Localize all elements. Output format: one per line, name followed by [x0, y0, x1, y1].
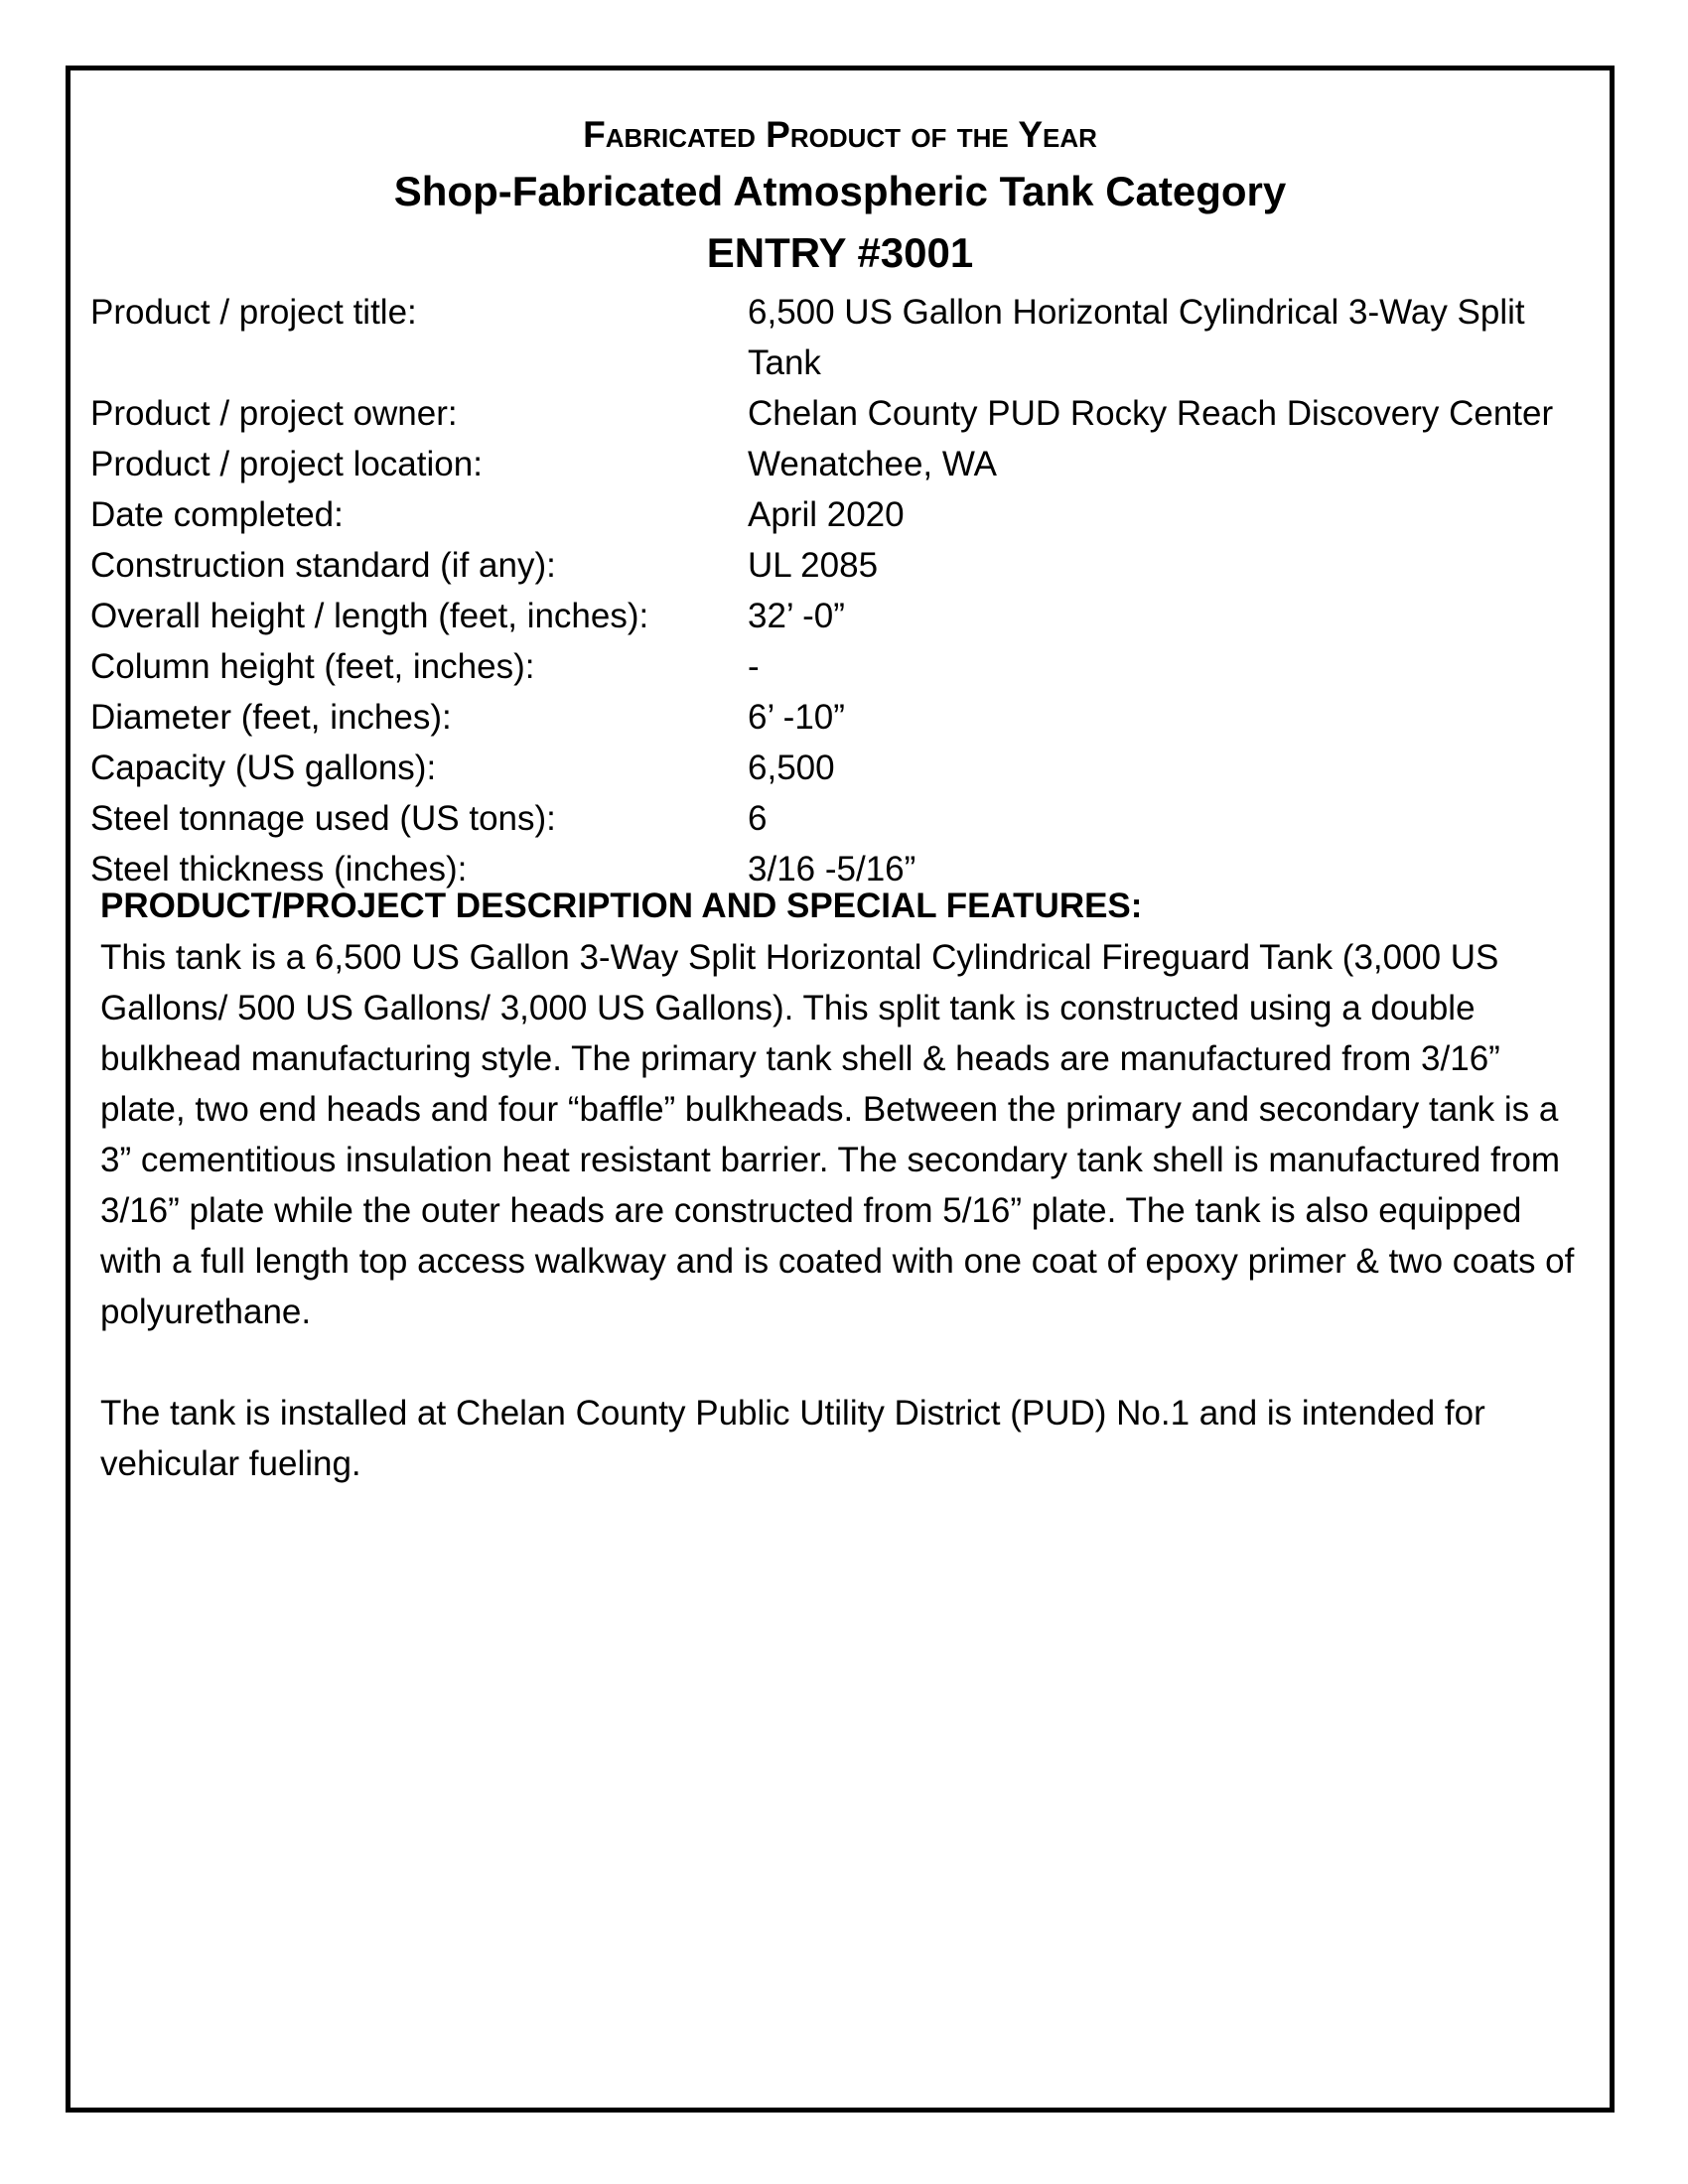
spec-row-title: [90, 287, 1600, 388]
spec-row-tonnage: [90, 793, 1600, 844]
description-body: [100, 932, 1590, 1540]
spec-value: Wenatchee, WA: [748, 445, 997, 483]
spec-label: Product / project title:: [90, 293, 417, 332]
description-paragraph: The tank is installed at Chelan County Public Utility District (PUD) No.1 and is intended for vehicular fueling.: [100, 1394, 1485, 1483]
spec-label: Product / project owner:: [90, 394, 458, 433]
spec-value: Chelan County PUD Rocky Reach Discovery Center: [748, 394, 1554, 433]
spec-label: Steel thickness (inches):: [90, 850, 468, 888]
spec-value: 6,500 US Gallon Horizontal Cylindrical 3-Way Split Tank: [748, 293, 1525, 382]
spec-row-date: [90, 489, 1600, 540]
entry-number: ENTRY #3001: [706, 229, 974, 276]
spec-row-capacity: [90, 743, 1600, 793]
spec-value: April 2020: [748, 495, 905, 534]
spec-row-owner: [90, 388, 1600, 439]
description-paragraph: This tank is a 6,500 US Gallon 3-Way Split Horizontal Cylindrical Fireguard Tank (3,000 US Gallons/ 500 US Gallons/ 3,000 US Gallons). This split tank is constructed using a double bulkhead manufacturing style. The primary tank shell & heads are manufactured from 3/16” plate, two end heads and four “baffle” bulkheads. Between the primary and secondary tank is a 3” cementitious insulation heat resistant barrier. The secondary tank shell is manufactured from 3/16” plate while the outer heads are constructed from 5/16” plate. The tank is also equipped with a full length top access walkway and is coated with one coat of epoxy primer & two coats of polyurethane.: [100, 938, 1575, 1331]
spec-label: Product / project location:: [90, 445, 483, 483]
spec-label: Diameter (feet, inches):: [90, 698, 452, 737]
spec-row-height: [90, 591, 1600, 641]
spec-label: Capacity (US gallons):: [90, 749, 437, 787]
spec-label: Column height (feet, inches):: [90, 647, 535, 686]
spec-value: 3/16 -5/16”: [748, 850, 916, 888]
award-title: Fabricated Product of the Year: [583, 114, 1097, 155]
spec-value: UL 2085: [748, 546, 879, 585]
spec-value: -: [748, 647, 760, 686]
document-frame: [66, 66, 1615, 2113]
category-title: Shop-Fabricated Atmospheric Tank Category: [393, 168, 1287, 214]
spec-value: 6’ -10”: [748, 698, 845, 737]
spec-label: Construction standard (if any):: [90, 546, 556, 585]
spec-label: Steel tonnage used (US tons):: [90, 799, 556, 838]
spec-table: [90, 287, 1600, 894]
spec-row-column-height: [90, 641, 1600, 692]
spec-value: 6: [748, 799, 768, 838]
spec-row-location: [90, 439, 1600, 489]
spec-value: 6,500: [748, 749, 835, 787]
spec-row-diameter: [90, 692, 1600, 743]
spec-label: Overall height / length (feet, inches):: [90, 597, 649, 635]
spec-value: 32’ -0”: [748, 597, 845, 635]
spec-label: Date completed:: [90, 495, 344, 534]
description-heading: PRODUCT/PROJECT DESCRIPTION AND SPECIAL FEATURES:: [100, 887, 1143, 925]
spec-row-standard: [90, 540, 1600, 591]
